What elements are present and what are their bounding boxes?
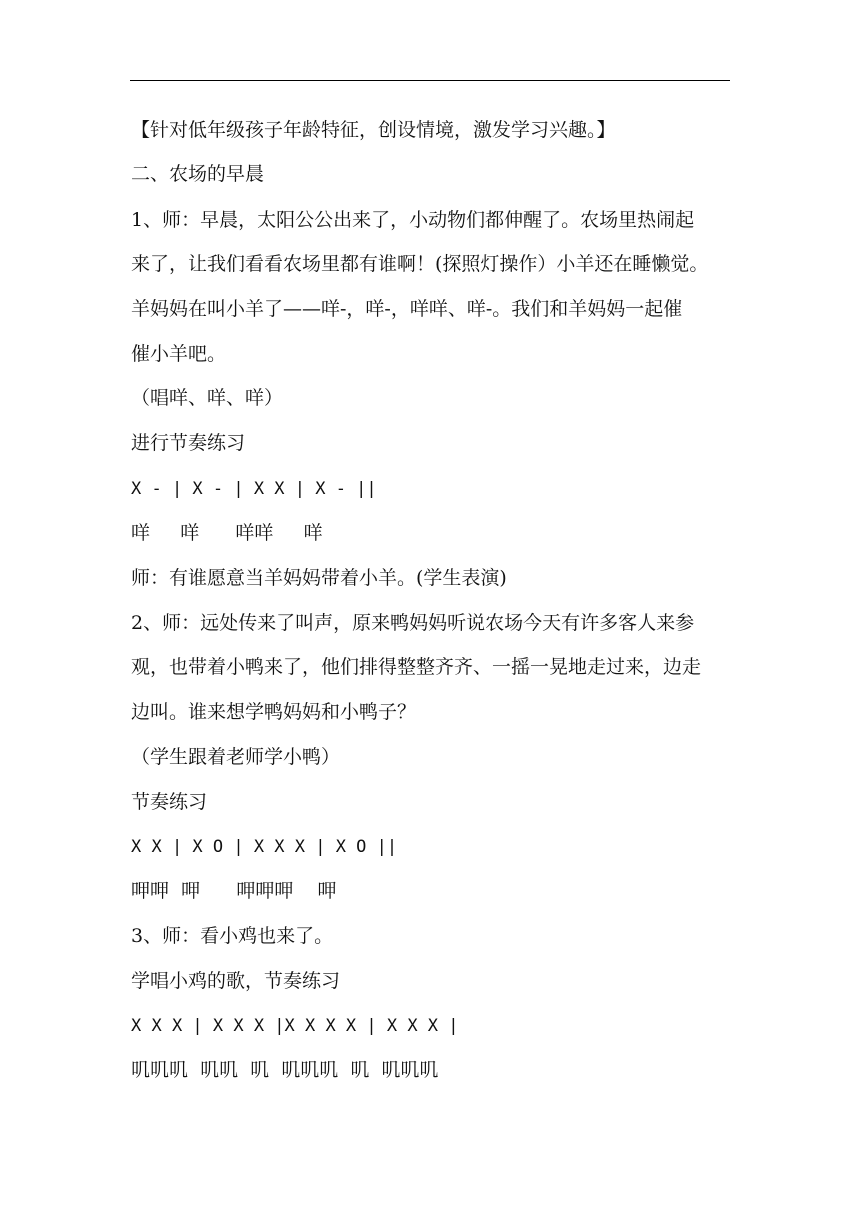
paragraph-line: 羊妈妈在叫小羊了——咩-，咩-，咩咩、咩-。我们和羊妈妈一起催 [131, 298, 683, 320]
paragraph-line: 进行节奏练习 [131, 432, 246, 454]
paragraph-line: （学生跟着老师学小鸭） [131, 746, 341, 768]
rhythm-lyrics: 咩 咩 咩咩 咩 [131, 522, 323, 544]
rhythm-lyrics: 叽叽叽 叽叽 叽 叽叽叽 叽 叽叽叽 [131, 1059, 439, 1081]
paragraph-line: 观，也带着小鸭来了，他们排得整整齐齐、一摇一晃地走过来，边走 [131, 656, 702, 678]
header-rule [130, 80, 730, 81]
paragraph-line: 师：有谁愿意当羊妈妈带着小羊。(学生表演) [131, 567, 507, 589]
paragraph-line: 2、师：远处传来了叫声，原来鸭妈妈听说农场今天有许多客人来参 [131, 612, 695, 634]
note-line: 【针对低年级孩子年龄特征，创设情境，激发学习兴趣。】 [131, 119, 616, 141]
paragraph-line: 1、师：早晨，太阳公公出来了，小动物们都伸醒了。农场里热闹起 [131, 209, 695, 231]
paragraph-line: 催小羊吧。 [131, 343, 227, 365]
rhythm-lyrics: 呷呷 呷 呷呷呷 呷 [131, 880, 337, 902]
rhythm-notation: X X X | X X X |X X X X | X X X | [131, 1016, 459, 1036]
paragraph-line: 节奏练习 [131, 791, 208, 813]
rhythm-notation: X - | X - | X X | X - || [131, 479, 377, 499]
paragraph-line: 边叫。谁来想学鸭妈妈和小鸭子？ [131, 701, 417, 723]
paragraph-line: （唱咩、咩、咩） [131, 387, 284, 409]
section-heading: 二、农场的早晨 [131, 163, 265, 185]
paragraph-line: 3、师：看小鸡也来了。 [131, 925, 334, 947]
paragraph-line: 学唱小鸡的歌，节奏练习 [131, 970, 341, 992]
paragraph-line: 来了，让我们看看农场里都有谁啊！(探照灯操作）小羊还在睡懒觉。 [131, 253, 709, 275]
rhythm-notation: X X | X O | X X X | X O || [131, 837, 398, 857]
